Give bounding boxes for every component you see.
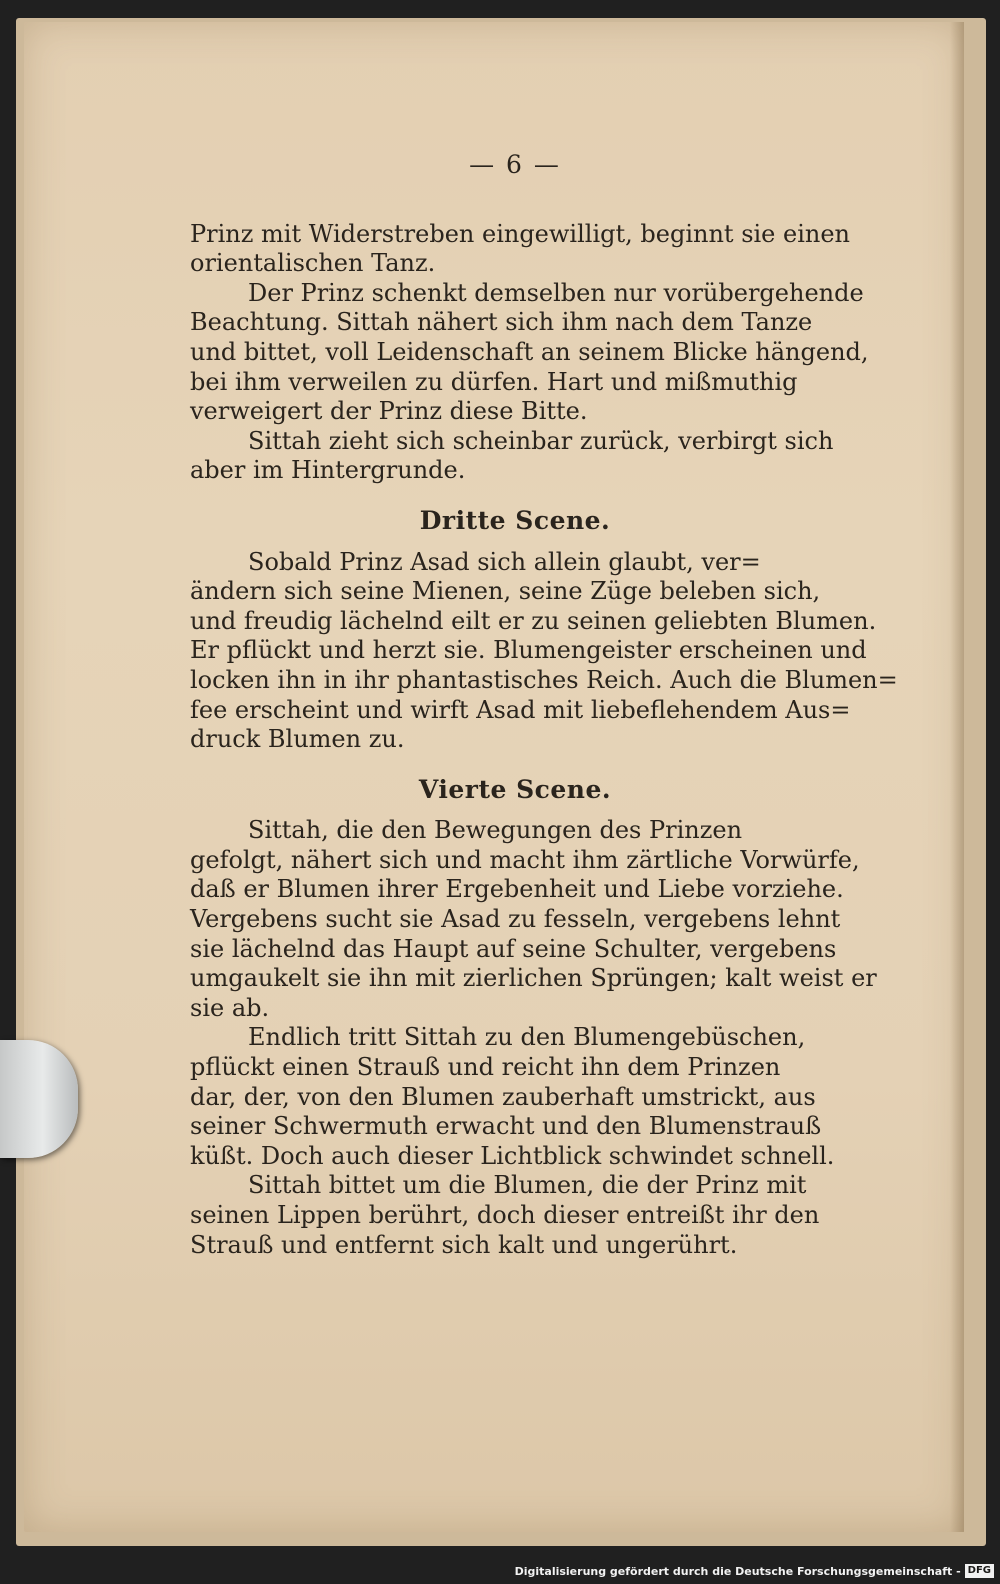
text-line: Der Prinz schenkt demselben nur vorübergehende <box>248 278 864 307</box>
text-line: küßt. Doch auch dieser Lichtblick schwindet schnell. <box>190 1141 835 1170</box>
text-line: locken ihn in ihr phantastisches Reich. Auch die Blumen= <box>190 665 898 694</box>
text-line: Beachtung. Sittah nähert sich ihm nach dem Tanze <box>190 308 813 337</box>
paragraph-7 <box>190 1171 840 1260</box>
text-line: Strauß und entfernt sich kalt und ungerührt. <box>190 1230 738 1259</box>
dfg-logo: DFG <box>965 1564 994 1578</box>
paragraph-2 <box>190 278 869 427</box>
funding-credit: Digitalisierung gefördert durch die Deutsche Forschungsgemeinschaft - <box>514 1564 961 1578</box>
text-line: verweigert der Prinz diese Bitte. <box>190 397 588 426</box>
text-line: bei ihm verweilen zu dürfen. Hart und mißmuthig <box>190 367 798 396</box>
text-line: sie ab. <box>190 993 270 1022</box>
text-line: Sobald Prinz Asad sich allein glaubt, ver= <box>248 547 761 576</box>
paragraph-3 <box>190 427 840 486</box>
text-line: sie lächelnd das Haupt auf seine Schulter, vergebens <box>190 934 837 963</box>
text-line: Er pflückt und herzt sie. Blumengeister erscheinen und <box>190 636 867 665</box>
text-line: seinen Lippen berührt, doch dieser entreißt ihr den <box>190 1201 820 1229</box>
digitization-footer <box>515 1562 994 1580</box>
text-line: aber im Hintergrunde. <box>190 456 466 485</box>
scene-heading-3: Dritte Scene. <box>419 505 611 535</box>
text-line: seiner Schwermuth erwacht und den Blumenstrauß <box>190 1112 822 1141</box>
text-line: gefolgt, nähert sich und macht ihm zärtliche Vorwürfe, <box>190 845 860 874</box>
text-line: Sittah bittet um die Blumen, die der Prinz mit <box>248 1171 807 1200</box>
page-text <box>190 150 898 1260</box>
page-number: — 6 — <box>469 150 561 179</box>
scene-heading-4: Vierte Scene. <box>418 774 612 804</box>
paragraph-intro <box>190 219 851 279</box>
text-line: ändern sich seine Mienen, seine Züge beleben sich, <box>190 577 821 606</box>
text-line: fee erscheint und wirft Asad mit liebeflehendem Aus= <box>190 695 851 724</box>
paragraph-4 <box>190 547 898 755</box>
text-line: dar, der, von den Blumen zauberhaft umstrickt, aus <box>190 1082 816 1111</box>
text-line: Vergebens sucht sie Asad zu fesseln, vergebens lehnt <box>190 905 841 934</box>
text-line: Sittah zieht sich scheinbar zurück, verbirgt sich <box>248 426 834 455</box>
text-line: Endlich tritt Sittah zu den Blumengebüschen, <box>248 1023 806 1052</box>
text-line: und freudig lächelnd eilt er zu seinen geliebten Blumen. <box>190 606 877 635</box>
text-line: orientalischen Tanz. <box>190 249 436 278</box>
text-line: druck Blumen zu. <box>190 725 405 754</box>
text-line: pflückt einen Strauß und reicht ihn dem Prinzen <box>190 1053 781 1082</box>
text-line: daß er Blumen ihrer Ergebenheit und Liebe vorziehe. <box>190 875 844 904</box>
text-line: umgaukelt sie ihn mit zierlichen Sprüngen; kalt weist er <box>190 964 877 993</box>
text-line: und bittet, voll Leidenschaft an seinem Blicke hängend, <box>190 337 869 366</box>
paragraph-5 <box>190 816 877 1023</box>
page-edge-shadow <box>950 22 964 1532</box>
paragraph-6 <box>190 1023 840 1171</box>
text-line: Prinz mit Widerstreben eingewilligt, beginnt sie einen <box>190 219 851 248</box>
text-line: Sittah, die den Bewegungen des Prinzen <box>248 816 743 845</box>
